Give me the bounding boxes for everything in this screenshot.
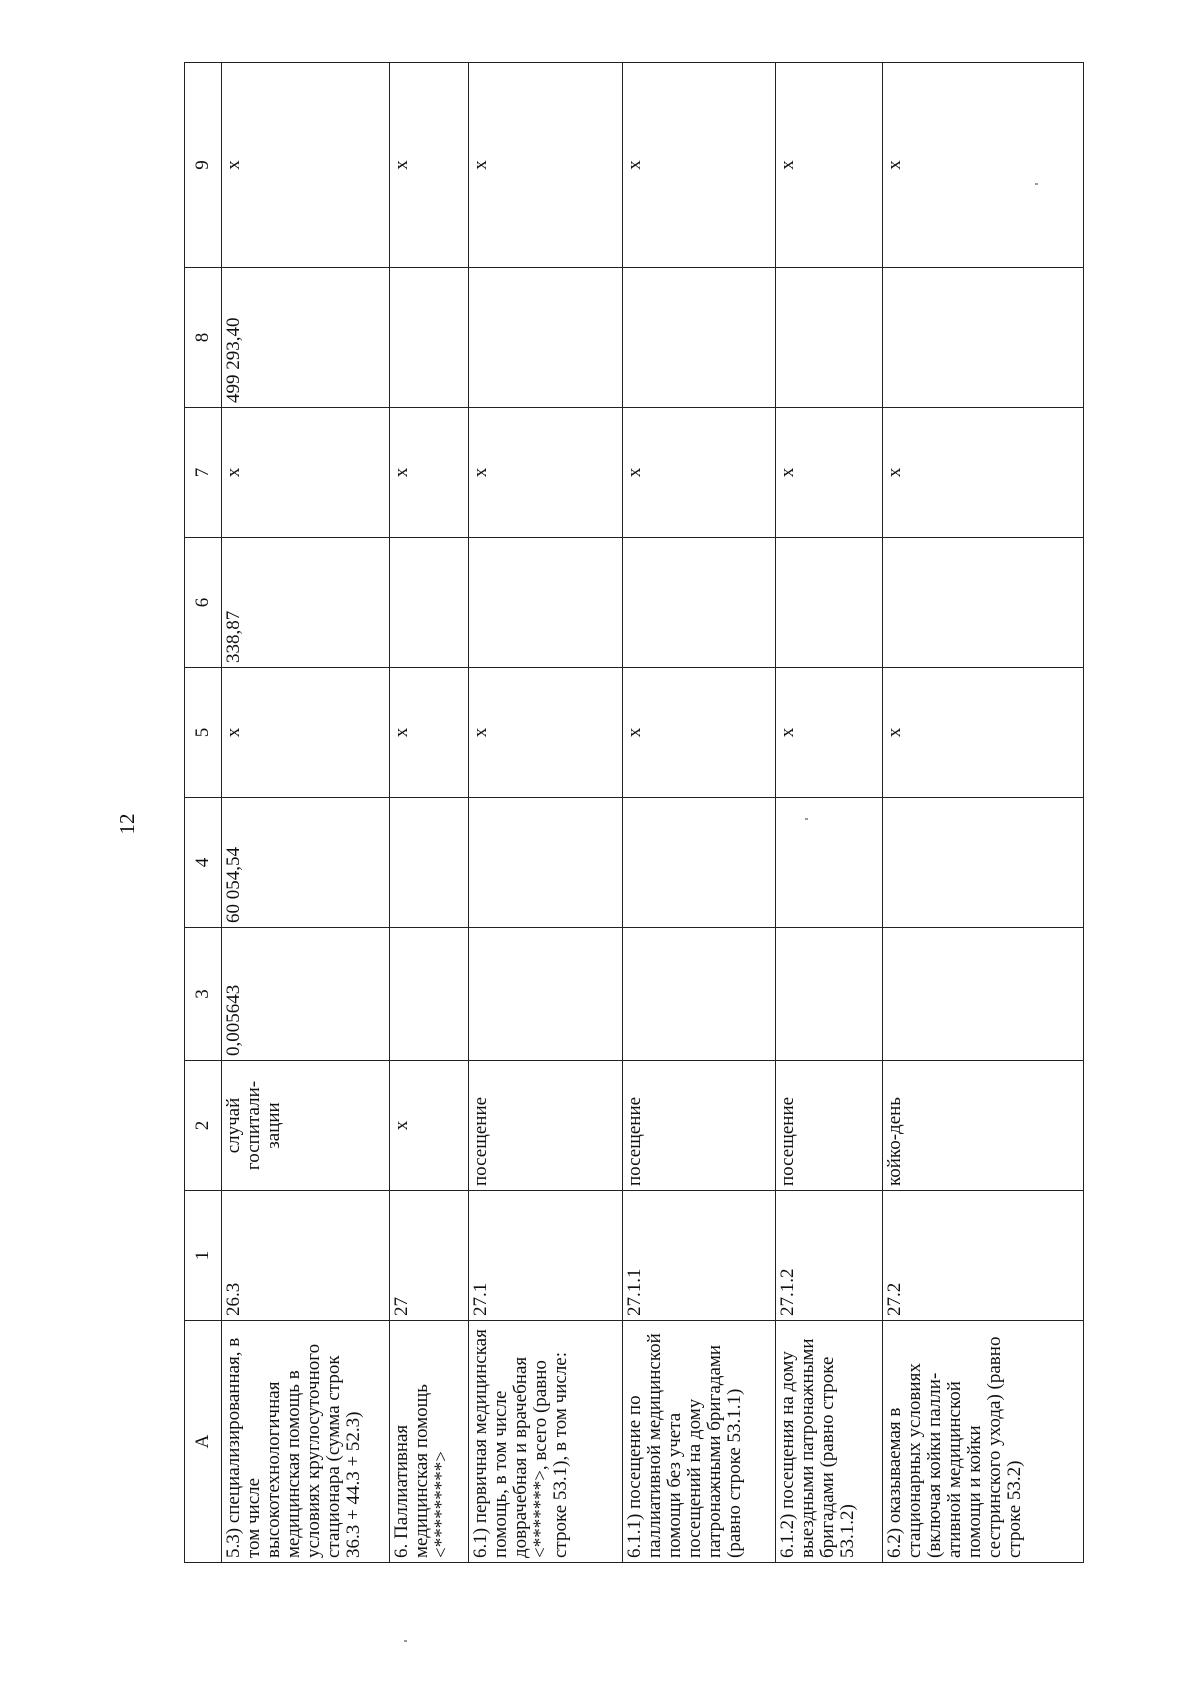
data-table [184, 62, 1084, 1563]
col3-cell [389, 928, 468, 1061]
row-name-cell: 5.3) специализированная, в том числе высокотехнологичная медицинская помощь в условиях круглосуточного стационара (сумма строк 36.3 + 44.3 + 52.3) [222, 1321, 390, 1563]
header-cell-1: 1 [185, 1191, 222, 1321]
row-code-cell: 27 [389, 1191, 468, 1321]
col4-cell [882, 798, 1083, 928]
table-area [184, 63, 1200, 1558]
row-unit-cell: койко-день [882, 1061, 1083, 1191]
col5-cell: х [222, 668, 390, 798]
header-cell-a: A [185, 1321, 222, 1563]
scan-speck [404, 1640, 407, 1642]
col9-cell: х [389, 63, 468, 268]
row-unit-cell: случай госпитали-зации [222, 1061, 390, 1191]
row-code-cell: 26.3 [222, 1191, 390, 1321]
table-row [882, 63, 1083, 1563]
col3-cell [468, 928, 622, 1061]
table-row [622, 63, 776, 1563]
col8-cell [622, 268, 776, 408]
col3-cell [776, 928, 882, 1061]
col8-cell [389, 268, 468, 408]
header-cell-8: 8 [185, 268, 222, 408]
col4-cell [622, 798, 776, 928]
col9-cell: х [776, 63, 882, 268]
col7-cell: х [389, 408, 468, 538]
header-cell-3: 3 [185, 928, 222, 1061]
header-cell-4: 4 [185, 798, 222, 928]
scan-speck [805, 818, 808, 820]
col6-cell [468, 538, 622, 668]
row-unit-cell: посещение [776, 1061, 882, 1191]
col3-cell [622, 928, 776, 1061]
header-cell-2: 2 [185, 1061, 222, 1191]
row-unit-cell: посещение [468, 1061, 622, 1191]
row-unit-cell: посещение [622, 1061, 776, 1191]
scan-speck [1035, 183, 1038, 185]
col9-cell: х [222, 63, 390, 268]
col7-cell: х [468, 408, 622, 538]
header-cell-9: 9 [185, 63, 222, 268]
col5-cell: х [882, 668, 1083, 798]
row-unit-cell: х [389, 1061, 468, 1191]
col3-cell [882, 928, 1083, 1061]
header-cell-7: 7 [185, 408, 222, 538]
page-number: 12 [115, 813, 139, 835]
table-row [468, 63, 622, 1563]
col7-cell: х [622, 408, 776, 538]
col7-cell: х [222, 408, 390, 538]
col5-cell: х [622, 668, 776, 798]
row-name-cell: 6. Паллиативная медицинская помощь <*********> [389, 1321, 468, 1563]
col7-cell: х [882, 408, 1083, 538]
row-code-cell: 27.1.2 [776, 1191, 882, 1321]
col7-cell: х [776, 408, 882, 538]
header-row [185, 63, 222, 1563]
col4-cell [776, 798, 882, 928]
header-cell-5: 5 [185, 668, 222, 798]
col8-cell [468, 268, 622, 408]
col8-cell [776, 268, 882, 408]
col8-cell [882, 268, 1083, 408]
row-name-cell: 6.1) первичная медицинская помощь, в том числе доврачебная и врачебная <*******>, всего (равно строке 53.1), в том числе: [468, 1321, 622, 1563]
table-row [389, 63, 468, 1563]
col6-cell [882, 538, 1083, 668]
col6-cell: 338,87 [222, 538, 390, 668]
row-code-cell: 27.1.1 [622, 1191, 776, 1321]
row-code-cell: 27.2 [882, 1191, 1083, 1321]
col9-cell: х [882, 63, 1083, 268]
col5-cell: х [468, 668, 622, 798]
col4-cell: 60 054,54 [222, 798, 390, 928]
col3-cell: 0,005643 [222, 928, 390, 1061]
table-row [776, 63, 882, 1563]
row-name-cell: 6.1.2) посещения на дому выездными патронажными бригадами (равно строке 53.1.2) [776, 1321, 882, 1563]
col6-cell [389, 538, 468, 668]
row-code-cell: 27.1 [468, 1191, 622, 1321]
col4-cell [389, 798, 468, 928]
col5-cell: х [776, 668, 882, 798]
col9-cell: х [622, 63, 776, 268]
col5-cell: х [389, 668, 468, 798]
col6-cell [776, 538, 882, 668]
row-name-cell: 6.1.1) посещение по паллиативной медицинской помощи без учета посещений на дому патронажными бригадами (равно строке 53.1.1) [622, 1321, 776, 1563]
col9-cell: х [468, 63, 622, 268]
table-row [222, 63, 390, 1563]
col6-cell [622, 538, 776, 668]
header-cell-6: 6 [185, 538, 222, 668]
col8-cell: 499 293,40 [222, 268, 390, 408]
row-name-cell: 6.2) оказываемая в стационарных условиях (включая койки палли-ативной медицинской помощи и койки сестринского ухода) (равно строке 53.2) [882, 1321, 1083, 1563]
col4-cell [468, 798, 622, 928]
